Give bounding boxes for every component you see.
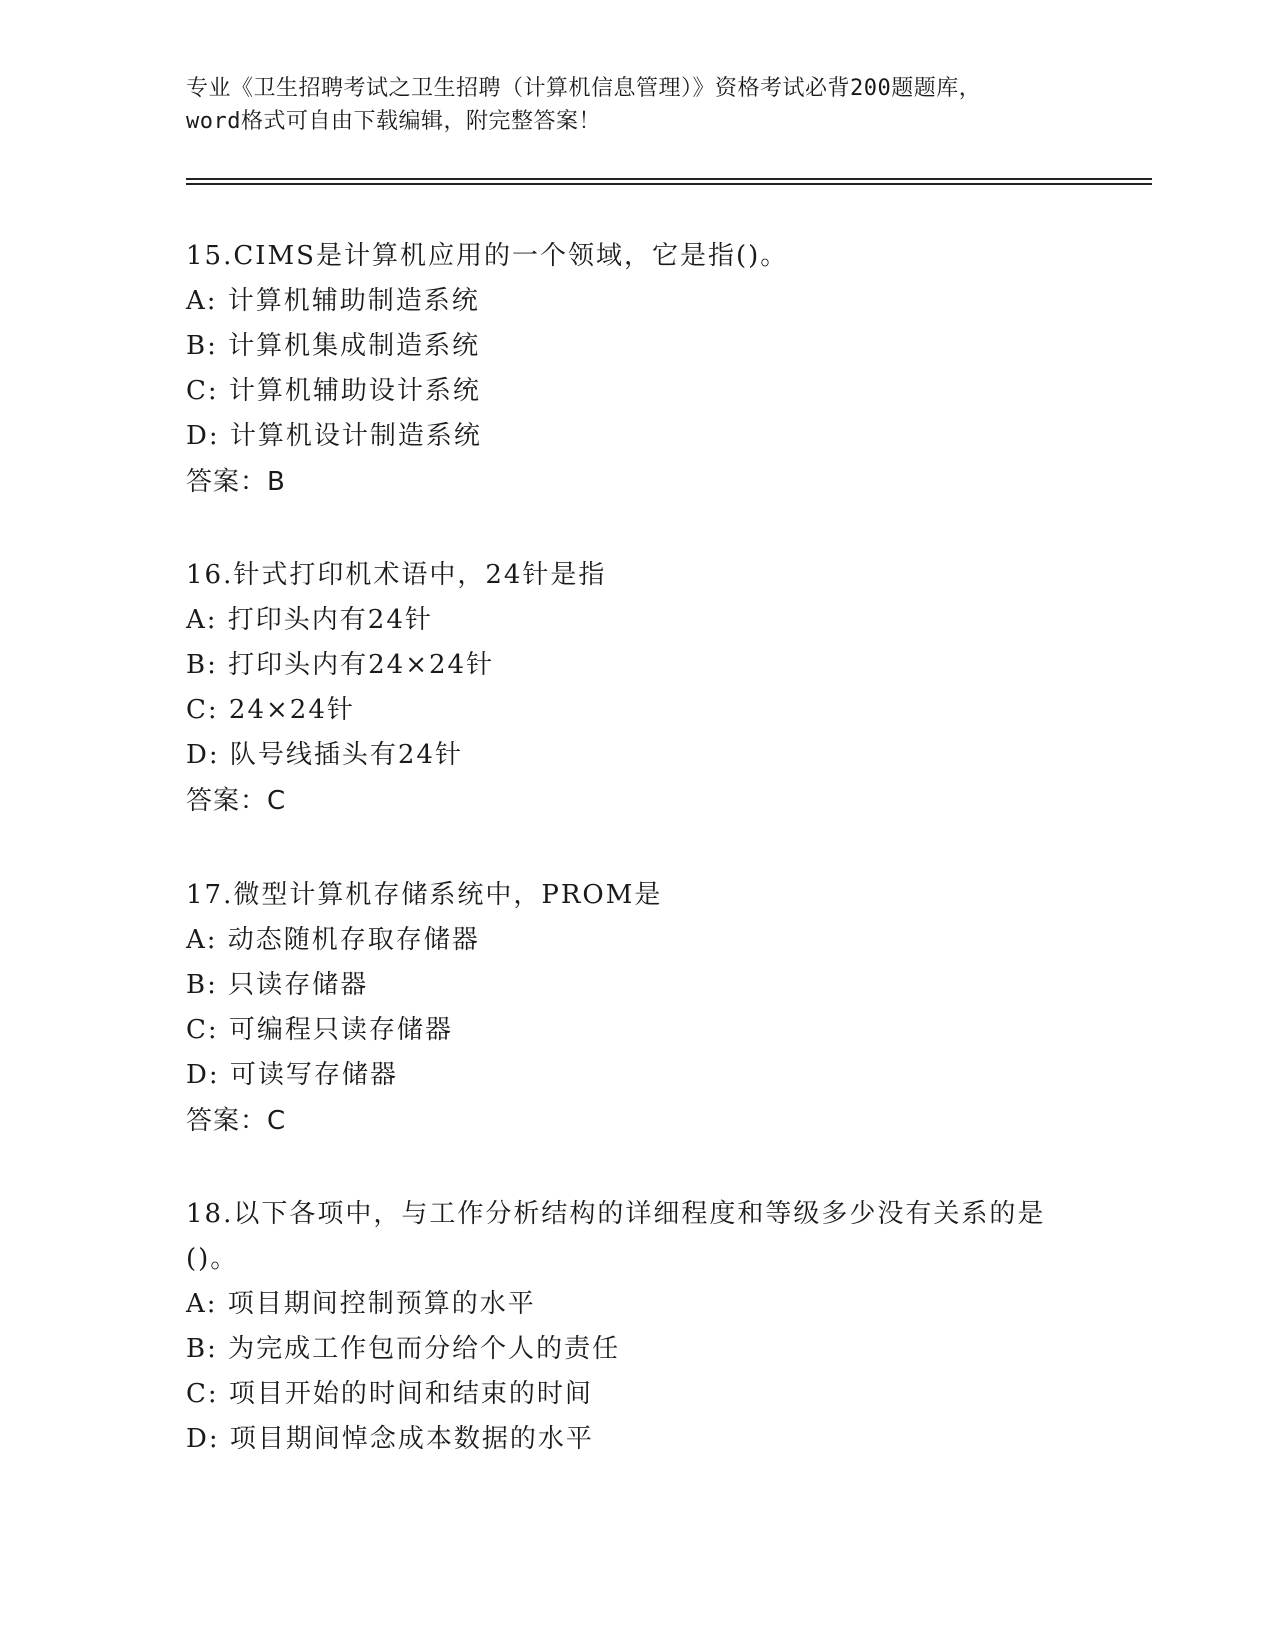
question-15 — [186, 234, 1086, 505]
option-c: C: 可编程只读存储器 — [186, 1015, 453, 1045]
header-divider-bottom — [186, 183, 1152, 185]
option-a: A: 动态随机存取存储器 — [186, 925, 480, 955]
question-stem: 16.针式打印机术语中，24针是指 — [186, 560, 607, 590]
option-d: D: 项目期间悼念成本数据的水平 — [186, 1424, 594, 1454]
option-d: D: 可读写存储器 — [186, 1060, 398, 1090]
answer: 答案：C — [186, 1106, 287, 1136]
header-line-2: word格式可自由下载编辑，附完整答案！ — [186, 109, 601, 134]
option-d: D: 计算机设计制造系统 — [186, 421, 482, 451]
question-stem: 17.微型计算机存储系统中，PROM是 — [186, 880, 663, 910]
question-17 — [186, 873, 1086, 1144]
answer: 答案：B — [186, 467, 286, 497]
question-stem: 18.以下各项中，与工作分析结构的详细程度和等级多少没有关系的是()。 — [186, 1199, 1046, 1274]
question-18 — [186, 1192, 1086, 1462]
document-header — [186, 72, 1086, 138]
header-divider-top — [186, 178, 1152, 180]
option-c: C: 24×24针 — [186, 695, 355, 725]
answer: 答案：C — [186, 786, 287, 816]
option-b: B: 为完成工作包而分给个人的责任 — [186, 1334, 621, 1364]
question-stem: 15.CIMS是计算机应用的一个领域，它是指()。 — [186, 241, 789, 271]
option-a: A: 打印头内有24针 — [186, 605, 433, 635]
option-a: A: 项目期间控制预算的水平 — [186, 1289, 536, 1319]
option-a: A: 计算机辅助制造系统 — [186, 286, 480, 316]
question-16 — [186, 553, 1086, 824]
option-c: C: 项目开始的时间和结束的时间 — [186, 1379, 593, 1409]
option-c: C: 计算机辅助设计系统 — [186, 376, 481, 406]
header-line-1: 专业《卫生招聘考试之卫生招聘（计算机信息管理）》资格考试必背200题题库， — [186, 76, 982, 101]
option-b: B: 计算机集成制造系统 — [186, 331, 481, 361]
option-d: D: 队号线插头有24针 — [186, 740, 463, 770]
option-b: B: 只读存储器 — [186, 970, 369, 1000]
option-b: B: 打印头内有24×24针 — [186, 650, 495, 680]
